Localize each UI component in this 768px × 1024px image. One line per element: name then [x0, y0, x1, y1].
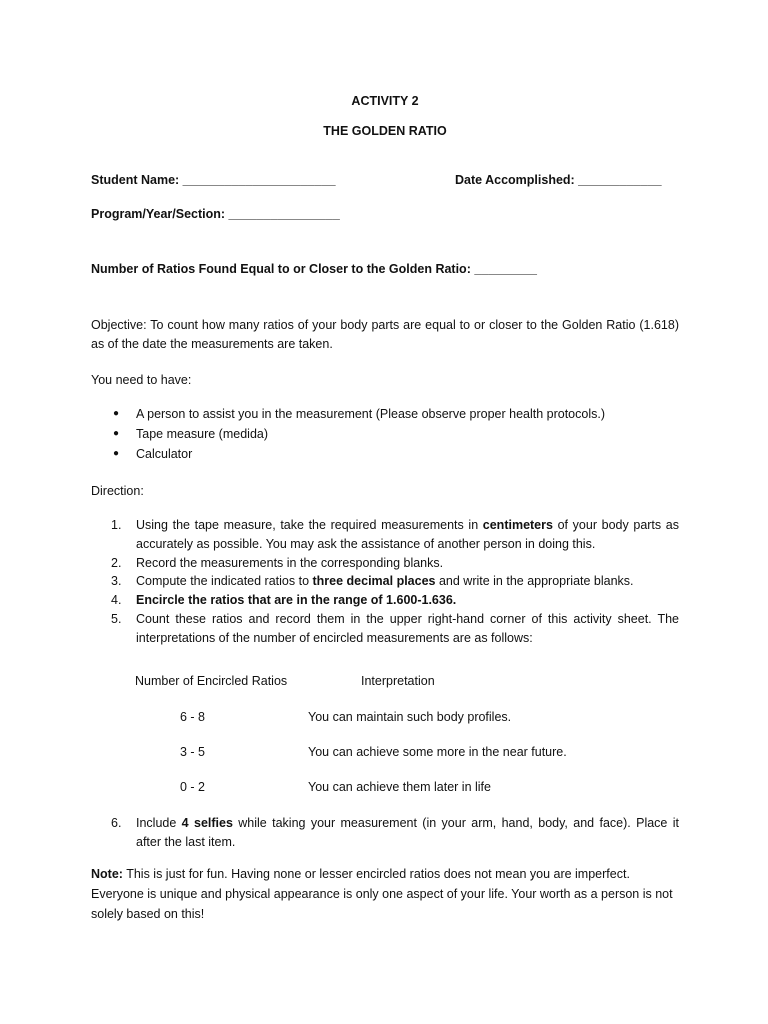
list-item: ● Calculator [91, 445, 679, 465]
table-cell-range: 0 - 2 [180, 780, 206, 794]
materials-list [91, 405, 679, 465]
step-number: 1. [111, 518, 122, 532]
step-6: 6. Include 4 selfies while taking your measurement (in your arm, hand, body, and face). Place it after the last item. [111, 816, 679, 849]
list-item: ● Tape measure (medida) [91, 425, 679, 445]
step-number: 6. [111, 816, 122, 830]
page-title: THE GOLDEN RATIO [323, 124, 447, 138]
direction-steps-continued [91, 814, 679, 852]
ratios-found-field[interactable]: Number of Ratios Found Equal to or Closer to the Golden Ratio: _________ [91, 262, 537, 276]
step-2: 2. Record the measurements in the corresponding blanks. [91, 554, 679, 573]
date-accomplished-field[interactable]: Date Accomplished: ____________ [455, 173, 662, 187]
note-label: Note: [91, 867, 123, 881]
step-number: 4. [111, 593, 122, 607]
table-cell-interpretation: You can achieve them later in life [308, 780, 491, 794]
step-4: 4. Encircle the ratios that are in the range of 1.600-1.636. [91, 591, 679, 610]
table-cell-range: 3 - 5 [180, 745, 206, 759]
objective-text: Objective: To count how many ratios of your body parts are equal to or closer to the Golden Ratio (1.618) as of the date the measurements are taken. [91, 318, 679, 351]
direction-steps [91, 516, 679, 647]
table-cell-interpretation: You can achieve some more in the near future. [308, 745, 567, 759]
list-item: ● A person to assist you in the measurement (Please observe proper health protocols.) [91, 405, 679, 425]
note-text: This is just for fun. Having none or lesser encircled ratios does not mean you are imperfect. Everyone is unique and physical appearance is only one aspect of your life. Your worth as a person is not solely based on this! [91, 867, 673, 921]
step-number: 2. [111, 555, 122, 570]
table-cell-interpretation: You can maintain such body profiles. [308, 710, 512, 724]
step-5: 5. Count these ratios and record them in the upper right-hand corner of this activity sheet. The interpretations of the number of encircled measurements are as follows: [111, 611, 679, 645]
step-number: 3. [111, 574, 122, 589]
step-3: 3. Compute the indicated ratios to three decimal places and write in the appropriate blanks. [91, 572, 679, 591]
activity-heading: ACTIVITY 2 [351, 94, 419, 108]
student-name-field[interactable]: Student Name: ______________________ [91, 173, 336, 187]
table-header-count: Number of Encircled Ratios [135, 674, 288, 688]
program-year-section-field[interactable]: Program/Year/Section: ________________ [91, 207, 340, 221]
direction-heading: Direction: [91, 484, 144, 498]
note-paragraph [91, 864, 679, 924]
table-header-interpretation: Interpretation [361, 674, 435, 688]
table-cell-range: 6 - 8 [180, 710, 206, 724]
step-1: 1. Using the tape measure, take the required measurements in centimeters of your body parts as accurately as possible. You may ask the assistance of another person in doing this. [111, 518, 679, 551]
step-number: 5. [111, 611, 122, 626]
need-heading: You need to have: [91, 373, 192, 387]
